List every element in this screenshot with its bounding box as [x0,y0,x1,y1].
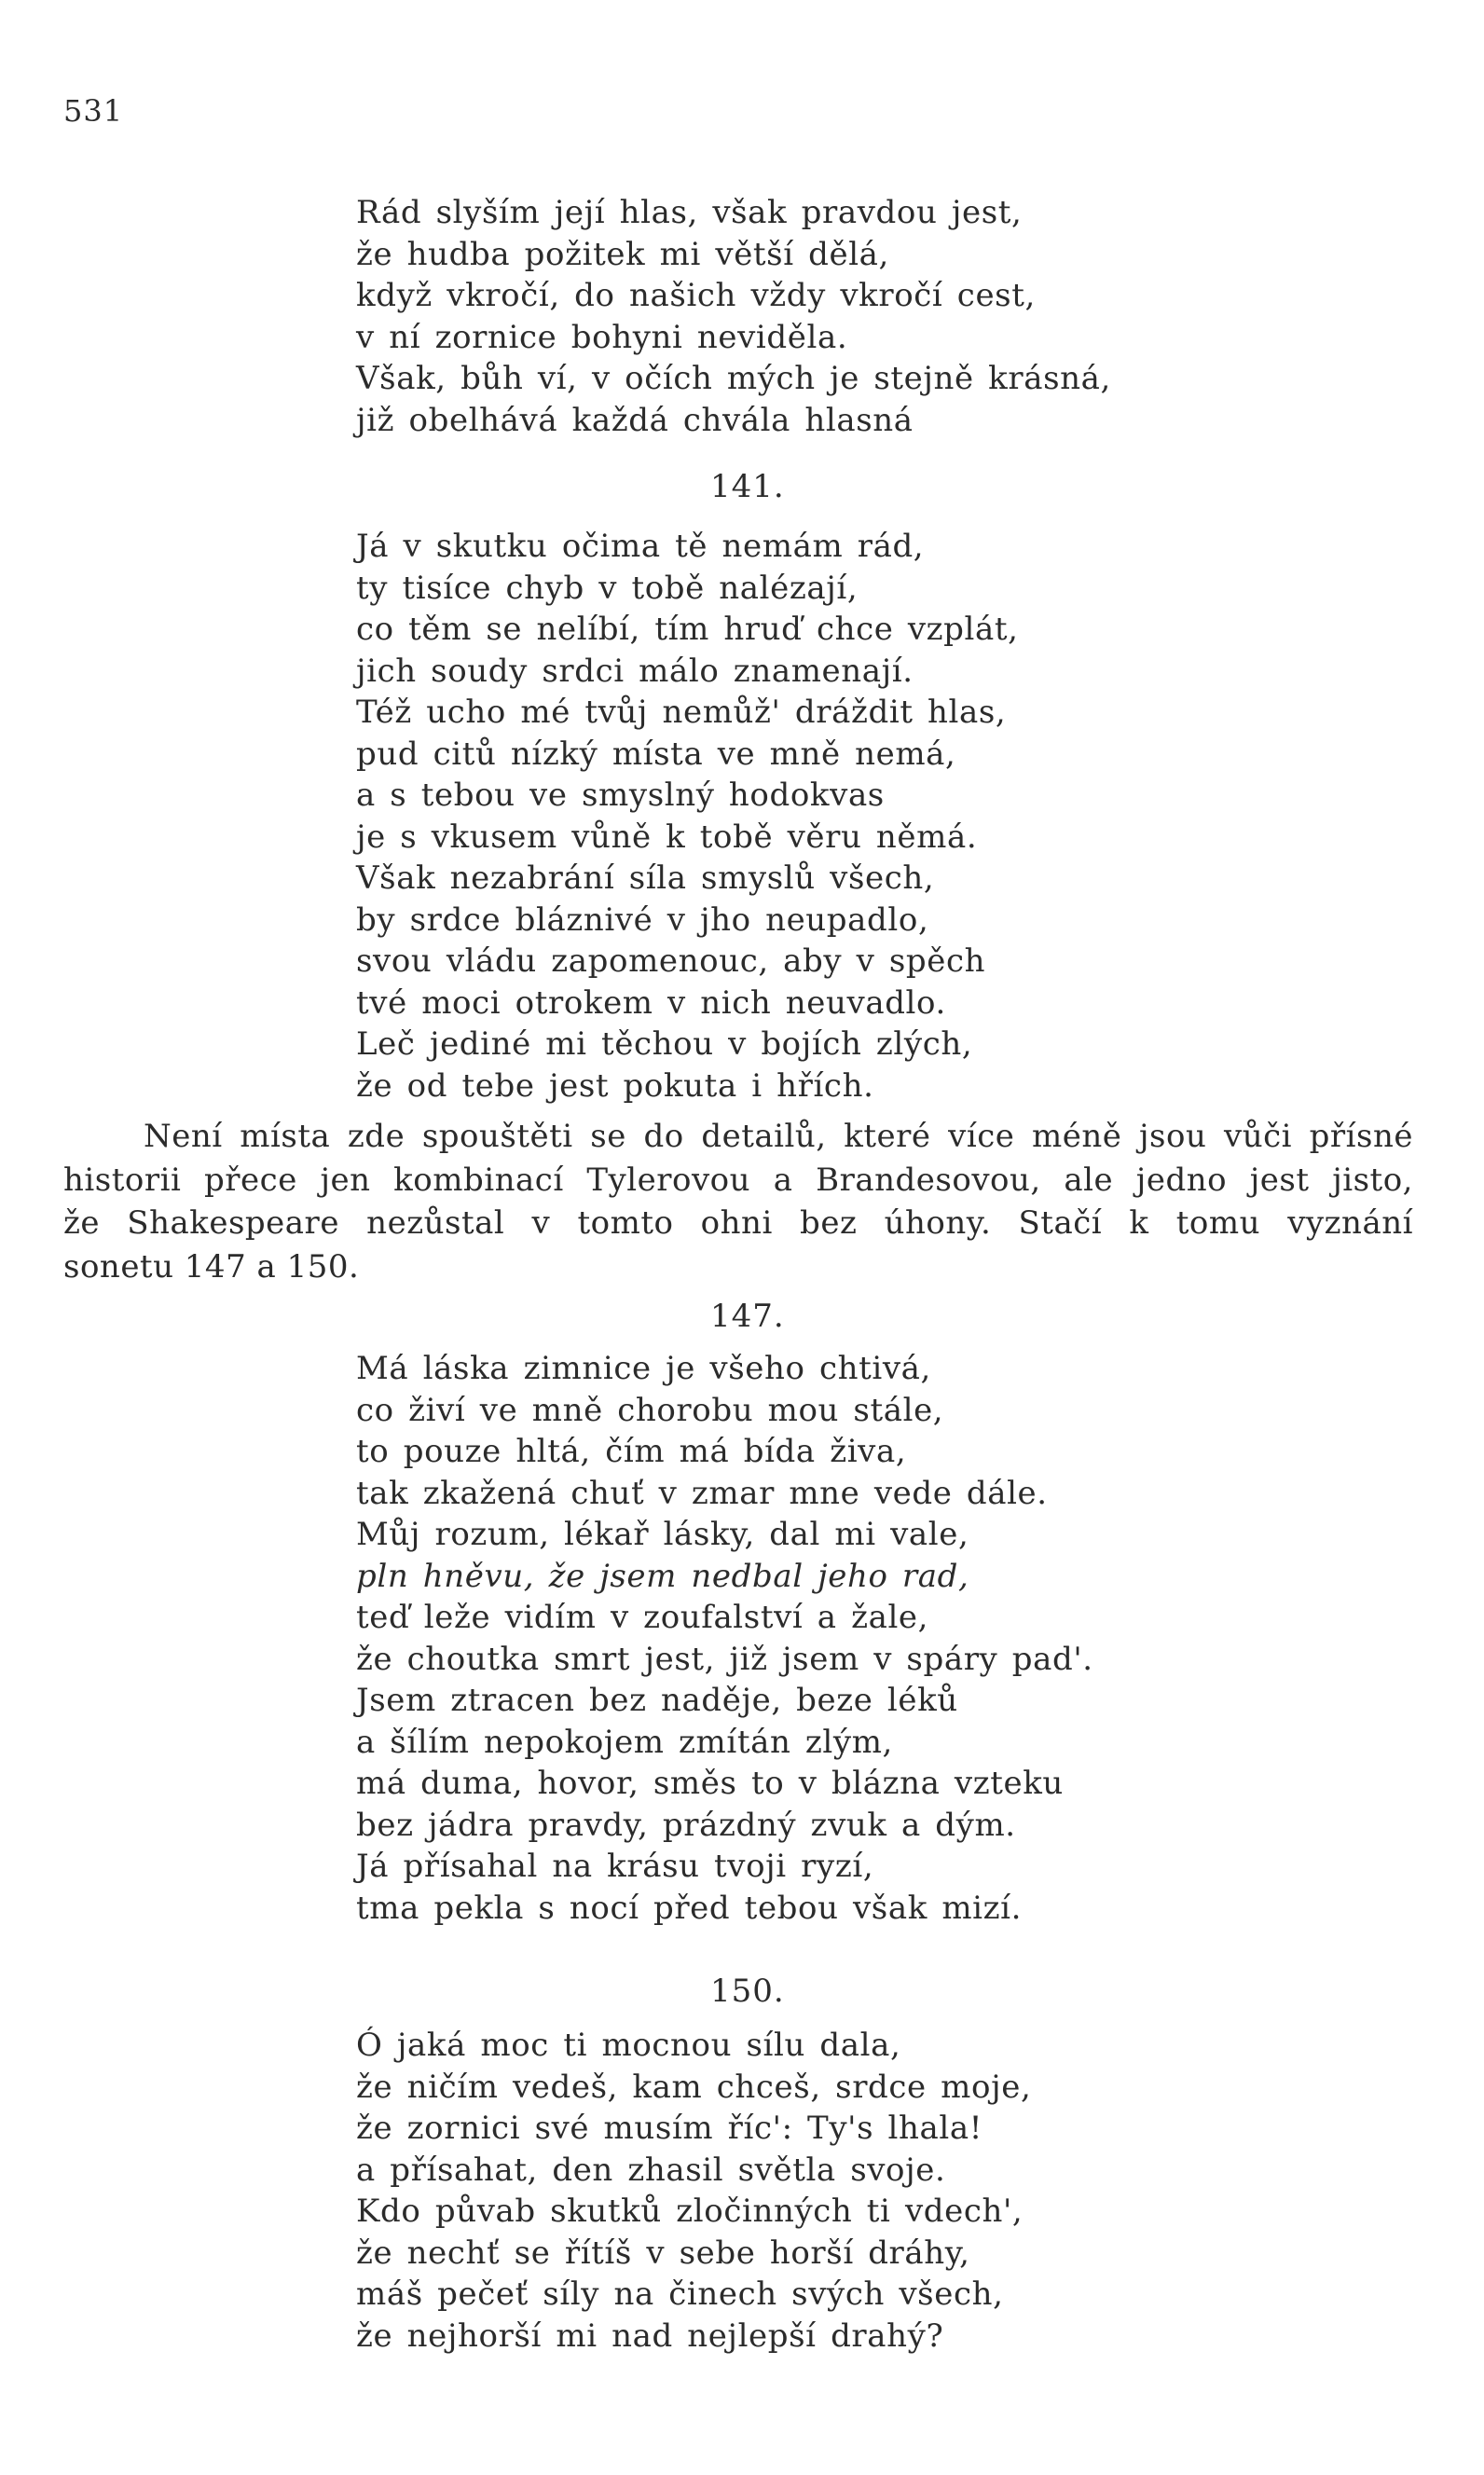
sonnet-150-number: 150. [710,1973,785,2010]
verse-line: Leč jediné mi těchou v bojích zlých, [356,1025,973,1063]
verse-line: Též ucho mé tvůj nemůž' dráždit hlas, [356,694,1007,731]
verse-line: co těm se nelíbí, tím hruď chce vzplát, [356,611,1019,648]
prose-line: že Shakespeare nezůstal v tomto ohni bez úhony. Stačí k tomu vyznání [63,1204,1413,1242]
verse-line: teď leže vidím v zoufalství a žale, [356,1599,929,1636]
verse-line: a přísahat, den zhasil světla svoje. [356,2151,946,2189]
verse-line: pln hněvu, že jsem nedbal jeho rad, [356,1557,969,1595]
verse-line: svou vládu zapomenouc, aby v spěch [356,942,986,980]
verse-line: že nejhorší mi nad nejlepší drahý? [356,2317,944,2355]
verse-line: to pouze hltá, čím má bída živa, [356,1433,907,1470]
prose-line: sonetu 147 a 150. [63,1247,360,1286]
verse-line: tvé moci otrokem v nich neuvadlo. [356,983,946,1022]
verse-line: je s vkusem vůně k tobě věru němá. [356,818,978,856]
verse-line: má duma, hovor, směs to v blázna vzteku [356,1765,1064,1802]
verse-line: tma pekla s nocí před tebou však mizí. [356,1889,1023,1927]
verse-line: by srdce bláznivé v jho neupadlo, [356,901,929,939]
prose-paragraph [63,1115,1413,1288]
verse-line: Kdo půvab skutků zločinných ti vdech', [356,2193,1024,2230]
verse-line: Má láska zimnice je všeho chtivá, [356,1350,931,1387]
sonnet-147 [356,1348,1093,1929]
verse-line: již obelhává každá chvála hlasná [356,401,914,439]
page-number: 531 [63,93,124,129]
prose-line: Není místa zde spouštěti se do detailů, které více méně jsou vůči přísné [144,1118,1413,1155]
verse-line: Ó jaká moc ti mocnou sílu dala, [356,2027,901,2064]
verse-line: Já přísahal na krásu tvoji ryzí, [356,1848,874,1885]
verse-line: Rád slyším její hlas, však pravdou jest, [356,194,1023,231]
sonnet-147-number: 147. [710,1298,785,1335]
verse-line: bez jádra pravdy, prázdný zvuk a dým. [356,1806,1016,1844]
verse-line: když vkročí, do našich vždy vkročí cest, [356,277,1036,314]
verse-line: že od tebe jest pokuta i hřích. [356,1066,874,1105]
verse-line: že nechť se řítíš v sebe horší dráhy, [356,2234,970,2272]
verse-line: ty tisíce chyb v tobě nalézají, [356,569,859,607]
verse-line: Můj rozum, lékař lásky, dal mi vale, [356,1516,969,1553]
sonnet-150 [356,2025,1031,2357]
verse-line: Já v skutku očima tě nemám rád, [356,528,925,565]
verse-line: Však nezabrání síla smyslů všech, [356,859,935,897]
verse-line: pud citů nízký místa ve mně nemá, [356,735,956,773]
verse-line: Však, bůh ví, v očích mých je stejně krásná, [356,360,1111,397]
sonnet-141-number: 141. [710,468,785,505]
verse-line: že hudba požitek mi větší dělá, [356,235,889,273]
verse-line: a s tebou ve smyslný hodokvas [356,777,885,814]
verse-line: máš pečeť síly na činech svých všech, [356,2276,1004,2313]
verse-line: co živí ve mně chorobu mou stále, [356,1391,944,1429]
verse-line: a šílím nepokojem zmítán zlým, [356,1723,893,1761]
verse-line: tak zkažená chuť v zmar mne vede dále. [356,1474,1048,1512]
verse-line: že ničím vedeš, kam chceš, srdce moje, [356,2068,1032,2106]
verse-line: že zornici své musím říc': Ty's lhala! [356,2110,982,2147]
verse-line: že choutka smrt jest, již jsem v spáry pad'. [356,1640,1093,1678]
sonnet-141 [356,526,1019,1107]
verse-line: jich soudy srdci málo znamenají. [356,652,914,690]
prose-line: historii přece jen kombinací Tylerovou a Brandesovou, ale jedno jest jisto, [63,1161,1413,1199]
stanza-intro [356,192,1111,441]
verse-line: v ní zornice bohyni neviděla. [356,318,848,356]
verse-line: Jsem ztracen bez naděje, beze léků [356,1682,958,1719]
